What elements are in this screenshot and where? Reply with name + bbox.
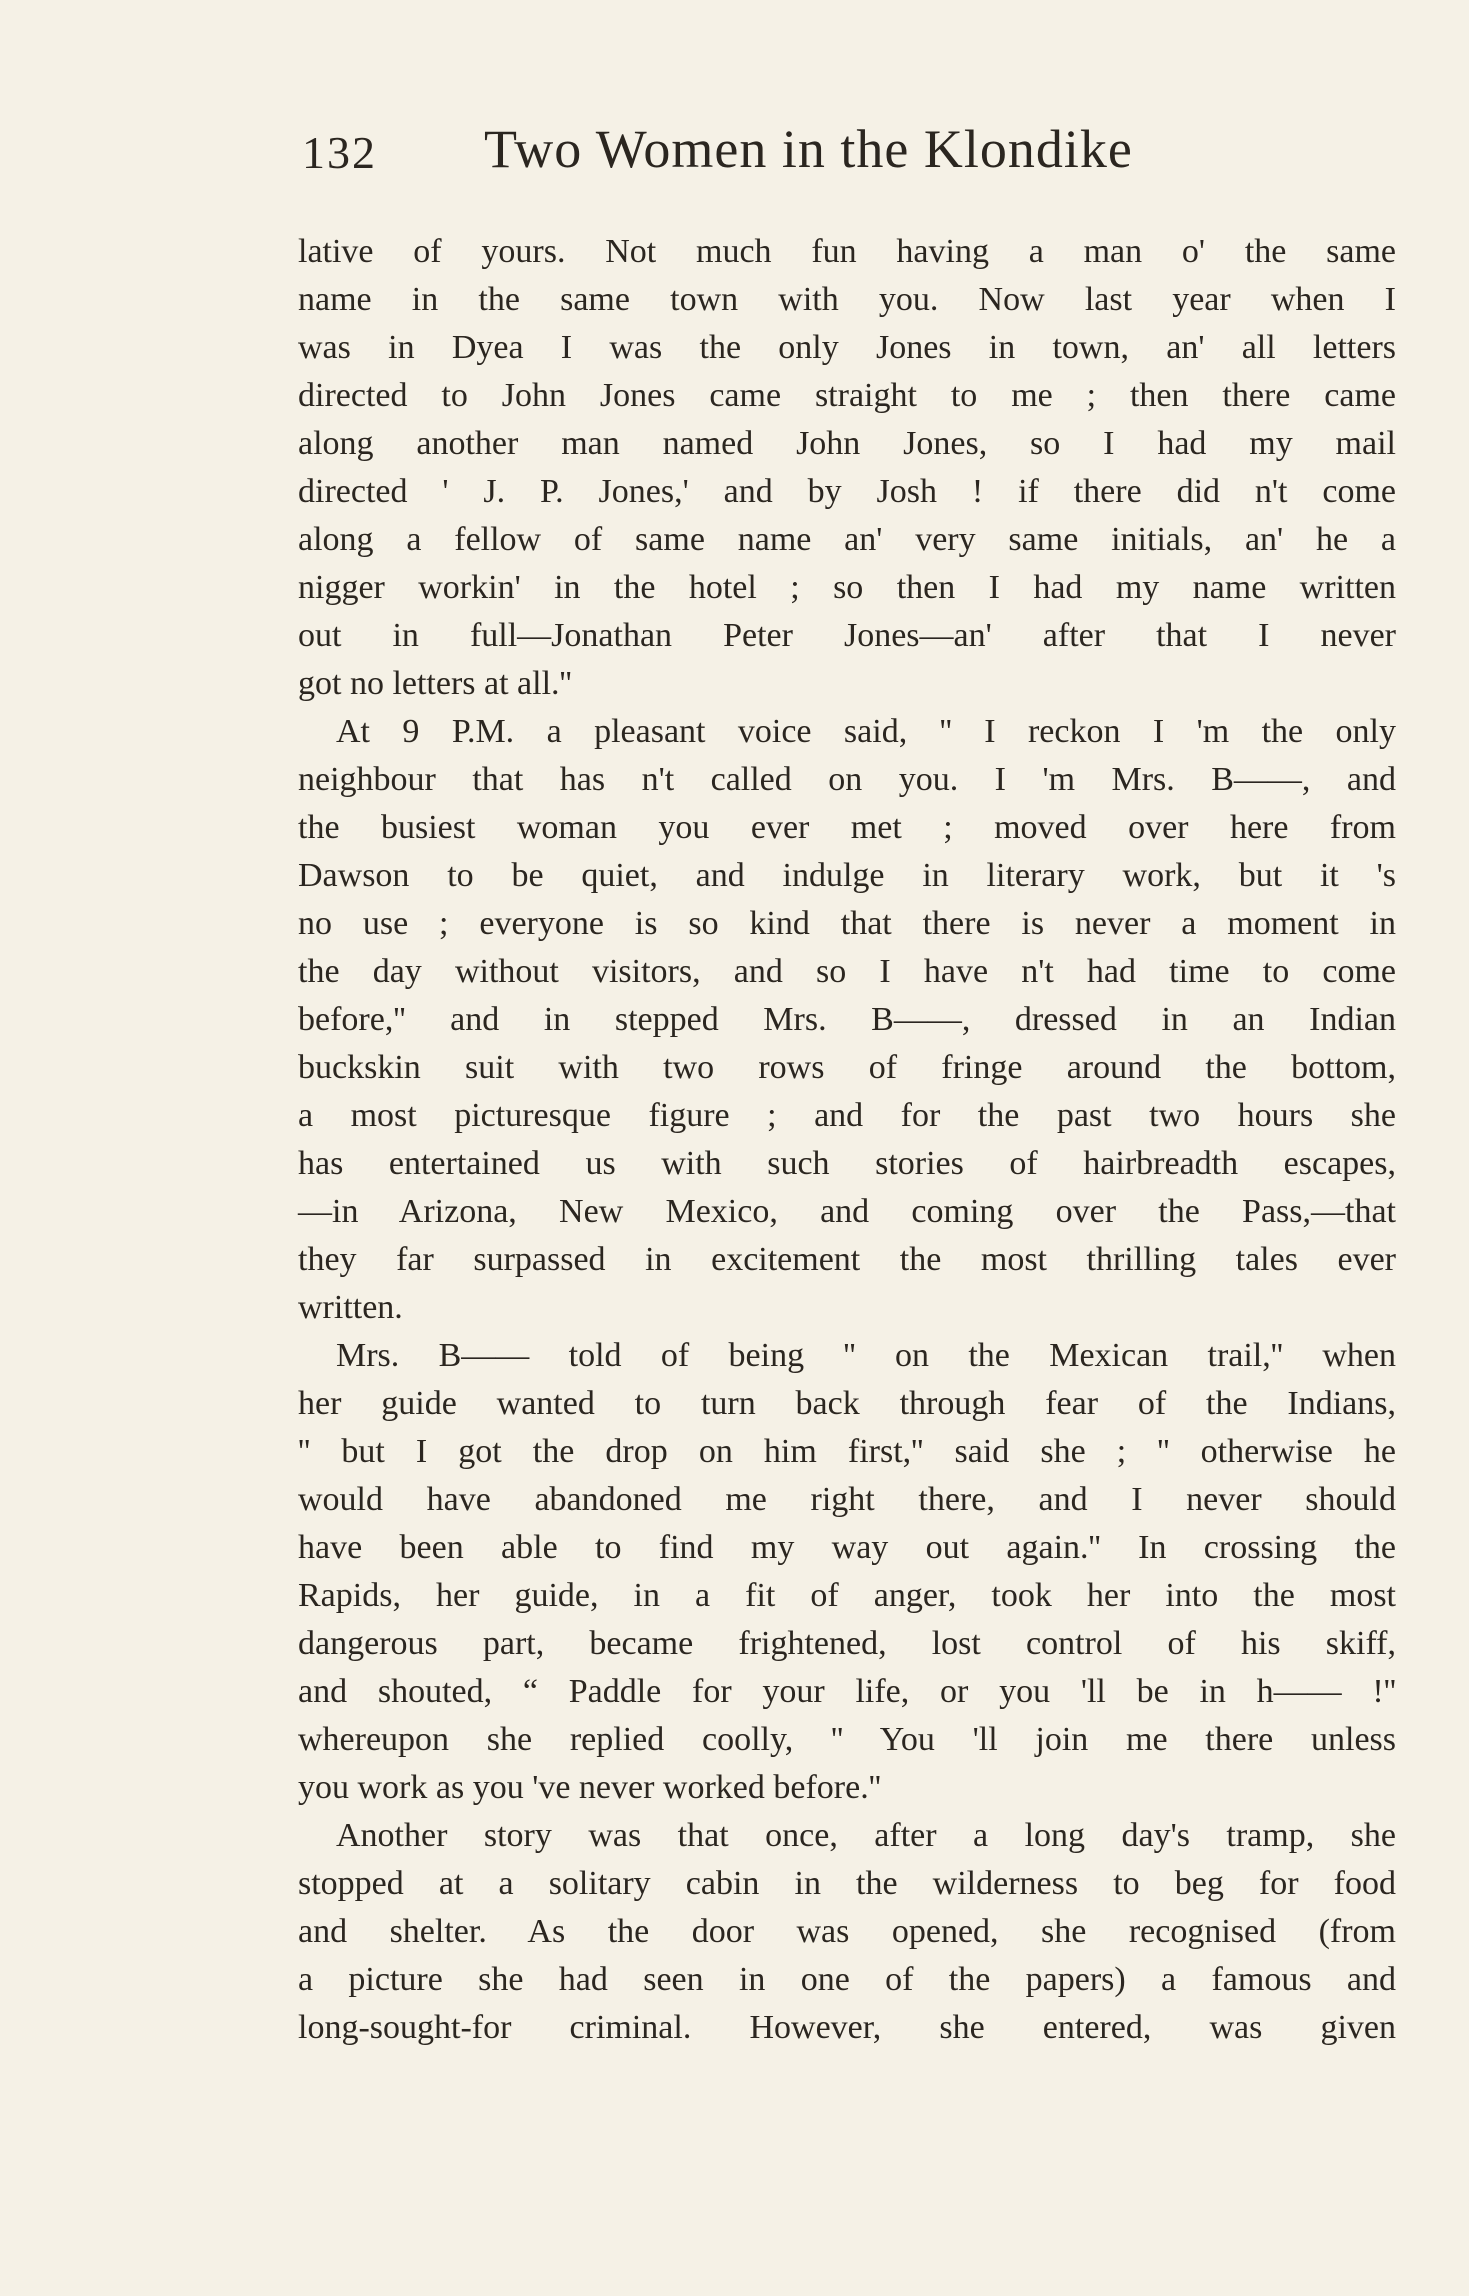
text-line: Another story was that once, after a long day's tramp, she — [336, 1817, 1396, 1854]
text-line: no use ; everyone is so kind that there is never a moment in — [298, 905, 1396, 942]
text-line: directed to John Jones came straight to me ; then there came — [298, 377, 1396, 414]
text-line: stopped at a solitary cabin in the wilderness to beg for food — [298, 1865, 1396, 1902]
text-line: Mrs. B—— told of being '' on the Mexican trail,'' when — [336, 1337, 1396, 1374]
text-line: a most picturesque figure ; and for the past two hours she — [298, 1097, 1396, 1134]
text-line: before,'' and in stepped Mrs. B——, dressed in an Indian — [298, 1001, 1396, 1038]
text-line: dangerous part, became frightened, lost control of his skiff, — [298, 1625, 1396, 1662]
text-line: —in Arizona, New Mexico, and coming over the Pass,—that — [298, 1193, 1396, 1230]
text-line: long-sought-for criminal. However, she entered, was given — [298, 2009, 1396, 2046]
text-line: you work as you 've never worked before.'' — [298, 1769, 881, 1806]
text-line: Dawson to be quiet, and indulge in literary work, but it 's — [298, 857, 1396, 894]
running-title: Two Women in the Klondike — [484, 119, 1133, 179]
paragraph — [298, 228, 1396, 708]
text-line: they far surpassed in excitement the most thrilling tales ever — [298, 1241, 1396, 1278]
text-line: along a fellow of same name an' very same initials, an' he a — [298, 521, 1396, 558]
text-line: Rapids, her guide, in a fit of anger, took her into the most — [298, 1577, 1396, 1614]
paragraph — [298, 1332, 1396, 1812]
page-header — [302, 118, 1302, 198]
text-line: the busiest woman you ever met ; moved over here from — [298, 809, 1396, 846]
text-line: her guide wanted to turn back through fear of the Indians, — [298, 1385, 1396, 1422]
body-text — [298, 228, 1396, 2052]
text-line: whereupon she replied coolly, '' You 'll join me there unless — [298, 1721, 1396, 1758]
text-line: the day without visitors, and so I have n't had time to come — [298, 953, 1396, 990]
text-line: name in the same town with you. Now last year when I — [298, 281, 1396, 318]
paragraph — [298, 708, 1396, 1332]
text-line: and shouted, “ Paddle for your life, or you 'll be in h—— !'' — [298, 1673, 1396, 1710]
text-line: directed ' J. P. Jones,' and by Josh ! if there did n't come — [298, 473, 1396, 510]
text-line: and shelter. As the door was opened, she recognised (from — [298, 1913, 1396, 1950]
text-line: would have abandoned me right there, and I never should — [298, 1481, 1396, 1518]
text-line: lative of yours. Not much fun having a man o' the same — [298, 233, 1396, 270]
text-line: '' but I got the drop on him first,'' said she ; '' otherwise he — [298, 1433, 1396, 1470]
text-line: At 9 P.M. a pleasant voice said, '' I reckon I 'm the only — [336, 713, 1396, 750]
text-line: was in Dyea I was the only Jones in town, an' all letters — [298, 329, 1396, 366]
page-number: 132 — [302, 127, 377, 178]
text-line: has entertained us with such stories of hairbreadth escapes, — [298, 1145, 1396, 1182]
text-line: out in full—Jonathan Peter Jones—an' after that I never — [298, 617, 1396, 654]
text-line: along another man named John Jones, so I had my mail — [298, 425, 1396, 462]
text-line: nigger workin' in the hotel ; so then I had my name written — [298, 569, 1396, 606]
text-line: a picture she had seen in one of the papers) a famous and — [298, 1961, 1396, 1998]
paragraph — [298, 1812, 1396, 2052]
text-line: neighbour that has n't called on you. I 'm Mrs. B——, and — [298, 761, 1396, 798]
text-line: got no letters at all.'' — [298, 665, 572, 702]
text-line: written. — [298, 1289, 403, 1326]
text-line: have been able to find my way out again.'' In crossing the — [298, 1529, 1396, 1566]
text-line: buckskin suit with two rows of fringe around the bottom, — [298, 1049, 1396, 1086]
